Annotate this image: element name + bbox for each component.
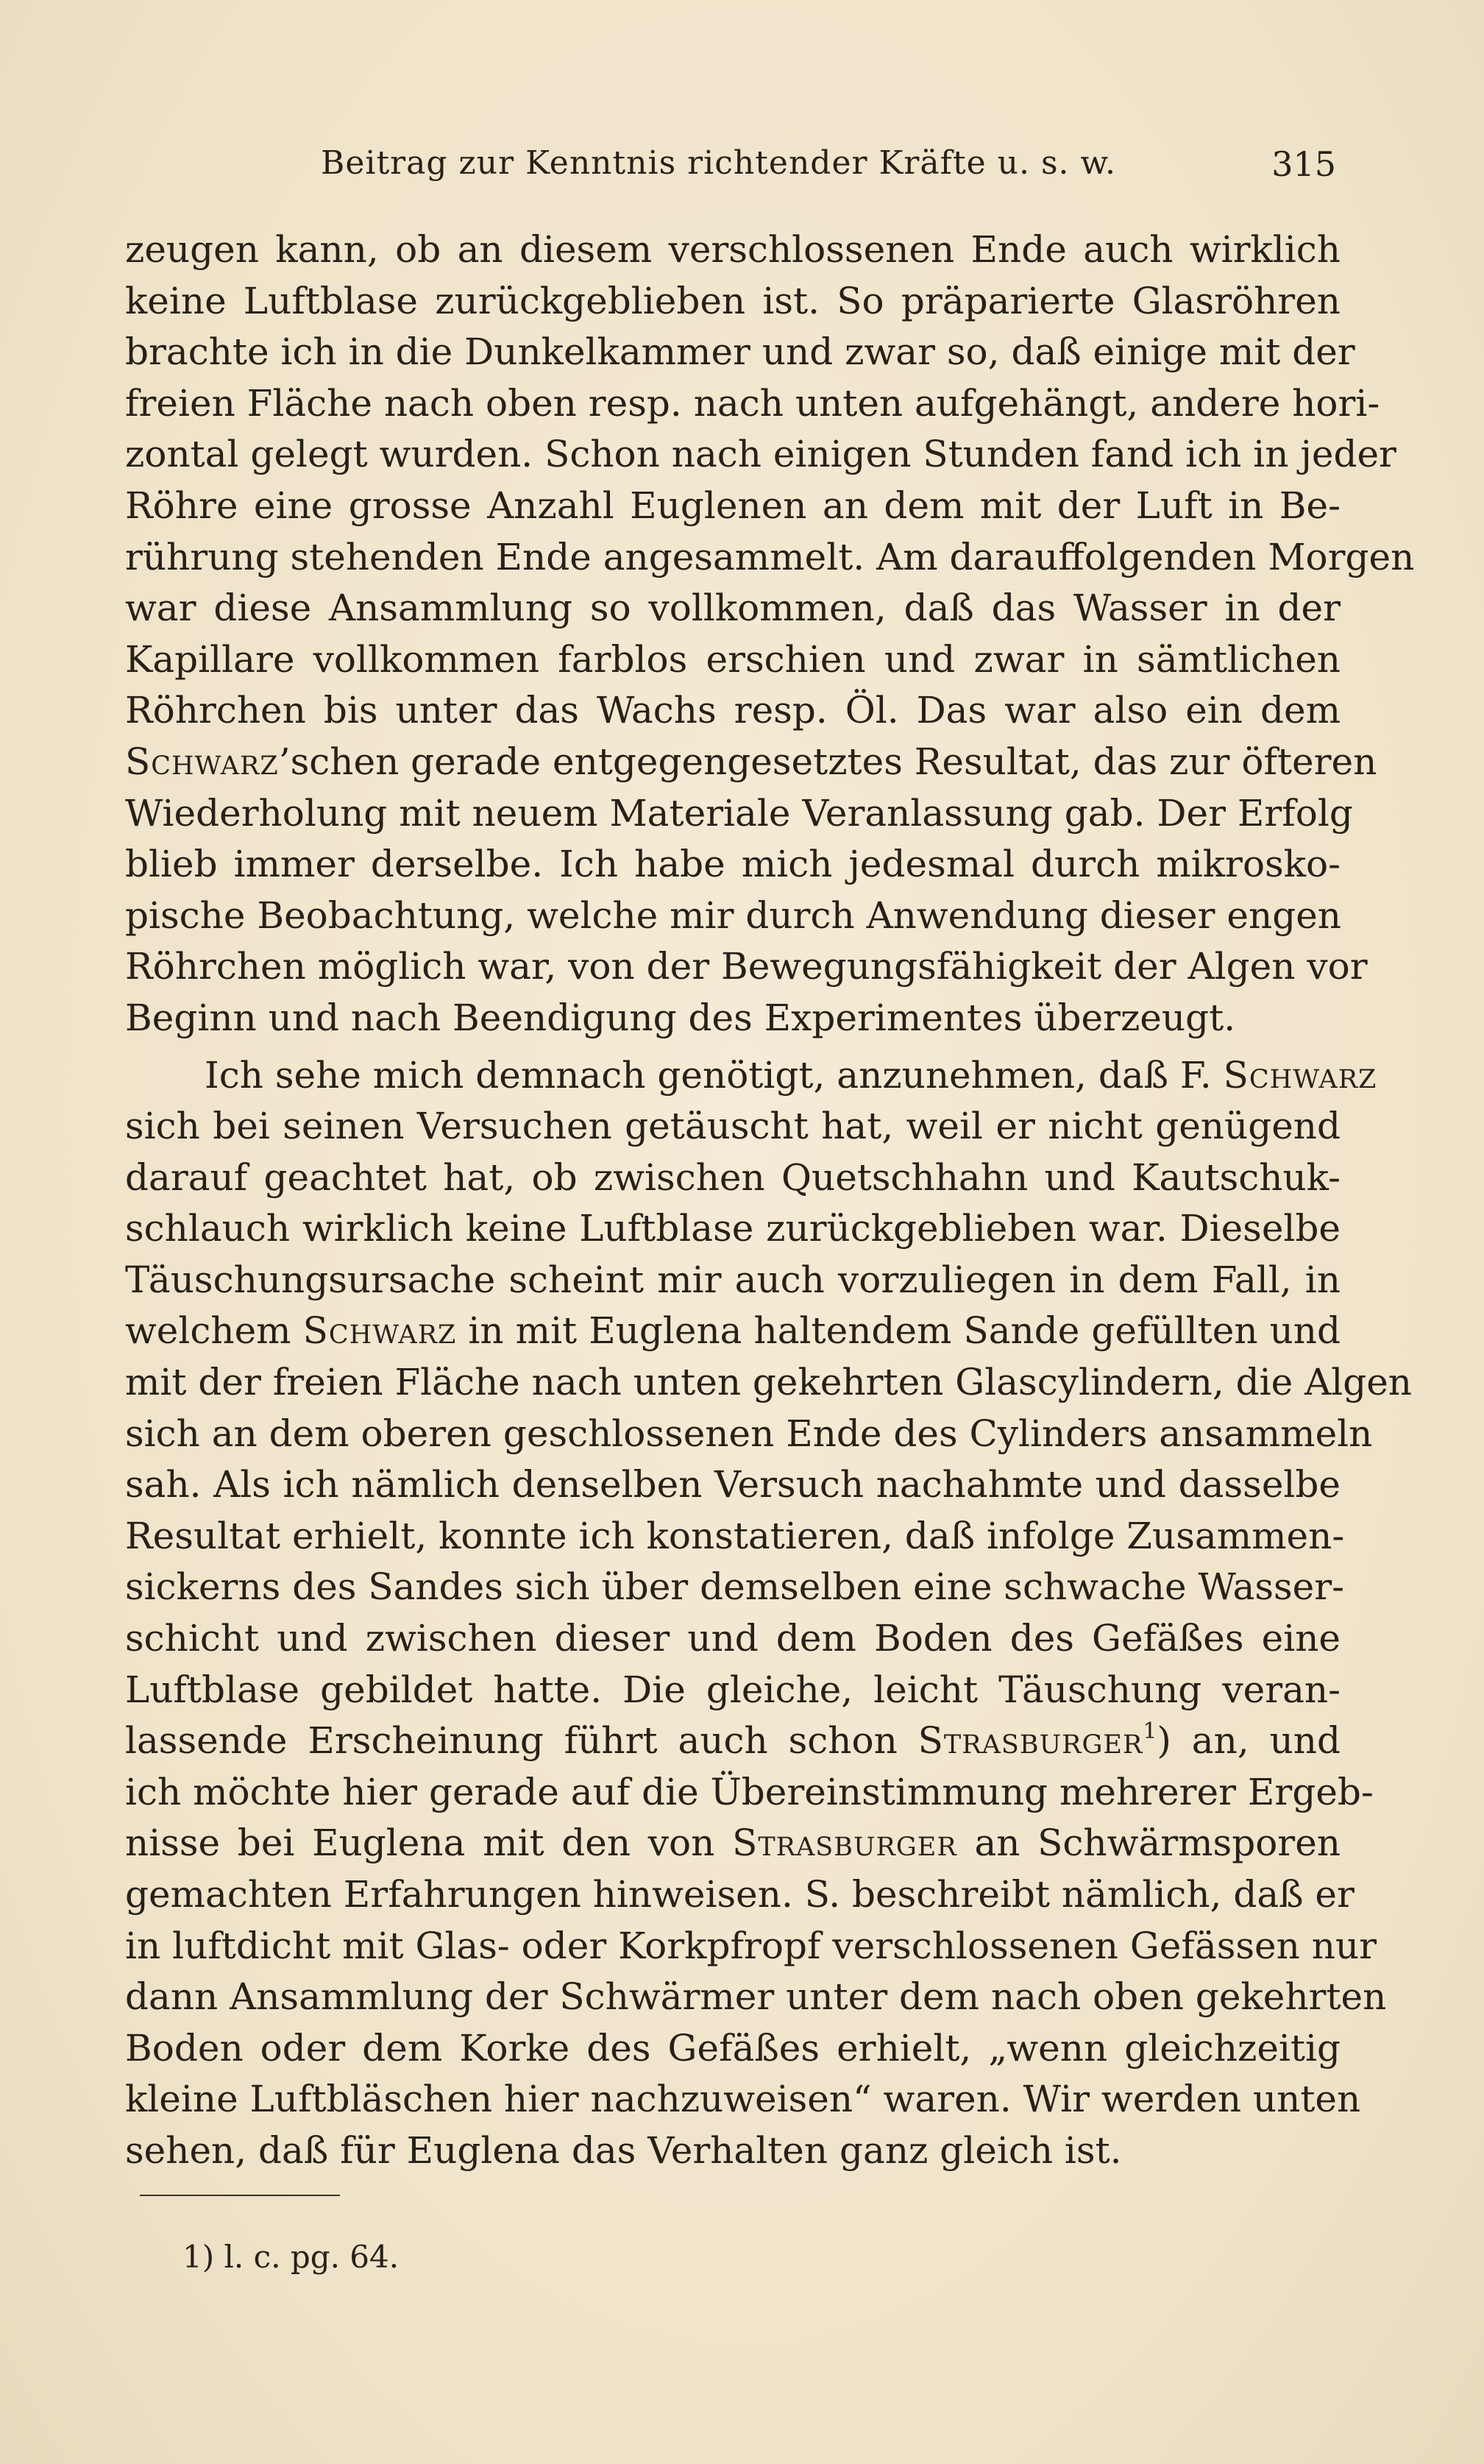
text-line: Röhrchen bis unter das Wachs resp. Öl. Das war also ein dem [125, 689, 1341, 732]
text-line: keine Luftblase zurückgeblieben ist. So präparierte Glasröhren [125, 279, 1341, 322]
text-line: Resultat erhielt, konnte ich konstatieren, daß infolge Zusammen- [125, 1514, 1345, 1557]
text-line: Beginn und nach Beendigung des Experimentes überzeugt. [125, 996, 1236, 1039]
author-name-schwarz: Schwarz [302, 1309, 457, 1353]
footnote-divider [140, 2195, 340, 2196]
text-line [125, 1306, 1341, 1357]
text-line: schlauch wirklich keine Luftblase zurückgeblieben war. Dieselbe [125, 1207, 1341, 1250]
author-name-strasburger: Strasburger [732, 1822, 957, 1865]
text-line: kleine Luftbläschen hier nachzuweisen“ waren. Wir werden unten [125, 2078, 1361, 2121]
paragraph-2 [125, 1050, 1412, 2177]
footnote-marker: 1 [1143, 1718, 1157, 1745]
text-fragment: Ich sehe mich demnach genötigt, anzunehmen, daß F. [205, 1053, 1212, 1097]
body-text [125, 224, 1415, 2177]
text-line: dann Ansammlung der Schwärmer unter dem nach oben gekehrten [125, 1975, 1387, 2019]
text-line: freien Fläche nach oben resp. nach unten aufgehängt, andere hori- [125, 381, 1380, 425]
text-line: darauf geachtet hat, ob zwischen Quetschhahn und Kautschuk- [125, 1155, 1341, 1199]
text-line: sah. Als ich nämlich denselben Versuch nachahmte und dasselbe [125, 1463, 1341, 1507]
text-line: Boden oder dem Korke des Gefäßes erhielt, „wenn gleichzeitig [125, 2026, 1341, 2070]
text-line: brachte ich in die Dunkelkammer und zwar so, daß einige mit der [125, 330, 1355, 374]
text-line: sich an dem oberen geschlossenen Ende des Cylinders ansammeln [125, 1412, 1373, 1455]
text-line: Röhrchen möglich war, von der Bewegungsfähigkeit der Algen vor [125, 945, 1368, 988]
text-fragment: nisse bei Euglena mit den von [125, 1822, 715, 1865]
text-fragment: welchem [125, 1309, 291, 1353]
text-line: zeugen kann, ob an diesem verschlossenen Ende auch wirklich [125, 228, 1341, 271]
text-fragment: ’schen gerade entgegengesetztes Resultat, das zur öfteren [278, 740, 1377, 783]
text-fragment: an Schwärmsporen [974, 1822, 1341, 1865]
text-line: mit der freien Fläche nach unten gekehrten Glascylindern, die Algen [125, 1361, 1412, 1404]
author-name-schwarz: Schwarz [1223, 1053, 1377, 1097]
text-line: pische Beobachtung, welche mir durch Anwendung dieser engen [125, 893, 1342, 937]
text-fragment: in mit Euglena haltendem Sande gefüllten und [468, 1309, 1341, 1353]
text-line: Röhre eine grosse Anzahl Euglenen an dem mit der Luft in Be- [125, 484, 1341, 527]
text-line: in luftdicht mit Glas- oder Korkpfropf verschlossenen Gefässen nur [125, 1924, 1377, 1967]
author-name-schwarz: Schwarz [125, 740, 279, 783]
text-line: Kapillare vollkommen farblos erschien und zwar in sämtlichen [125, 637, 1341, 681]
text-line: zontal gelegt wurden. Schon nach einigen Stunden fand ich in jeder [125, 433, 1396, 476]
text-fragment: ) an, und [1157, 1719, 1341, 1763]
text-line: sehen, daß für Euglena das Verhalten ganz gleich ist. [125, 2128, 1122, 2172]
text-line: Luftblase gebildet hatte. Die gleiche, leicht Täuschung veran- [125, 1668, 1341, 1711]
text-line: Wiederholung mit neuem Materiale Veranlassung gab. Der Erfolg [125, 791, 1353, 835]
running-head-title: Beitrag zur Kenntnis richtender Kräfte u. s. w. [321, 144, 1116, 182]
text-line [125, 1818, 1341, 1869]
text-line [125, 737, 1377, 788]
page-number: 315 [1271, 144, 1336, 184]
text-line: schicht und zwischen dieser und dem Boden des Gefäßes eine [125, 1617, 1341, 1660]
text-line [125, 1716, 1341, 1767]
text-line: sich bei seinen Versuchen getäuscht hat, weil er nicht genügend [125, 1105, 1341, 1148]
text-line: war diese Ansammlung so vollkommen, daß das Wasser in der [125, 587, 1341, 630]
text-line: rührung stehenden Ende angesammelt. Am darauffolgenden Morgen [125, 535, 1415, 578]
text-line: ich möchte hier gerade auf die Übereinstimmung mehrerer Ergeb- [125, 1770, 1374, 1813]
footnote: 1) l. c. pg. 64. [182, 2239, 400, 2275]
text-line: blieb immer derselbe. Ich habe mich jedesmal durch mikrosko- [125, 843, 1341, 886]
text-line [125, 1050, 1377, 1102]
text-line: sickerns des Sandes sich über demselben eine schwache Wasser- [125, 1565, 1345, 1609]
text-line: gemachten Erfahrungen hinweisen. S. beschreibt nämlich, daß er [125, 1873, 1355, 1916]
text-line: Täuschungsursache scheint mir auch vorzuliegen in dem Fall, in [125, 1258, 1341, 1301]
paragraph-1 [125, 224, 1415, 1044]
text-fragment: lassende Erscheinung führt auch schon [125, 1719, 898, 1763]
author-name-strasburger: Strasburger [917, 1719, 1143, 1763]
